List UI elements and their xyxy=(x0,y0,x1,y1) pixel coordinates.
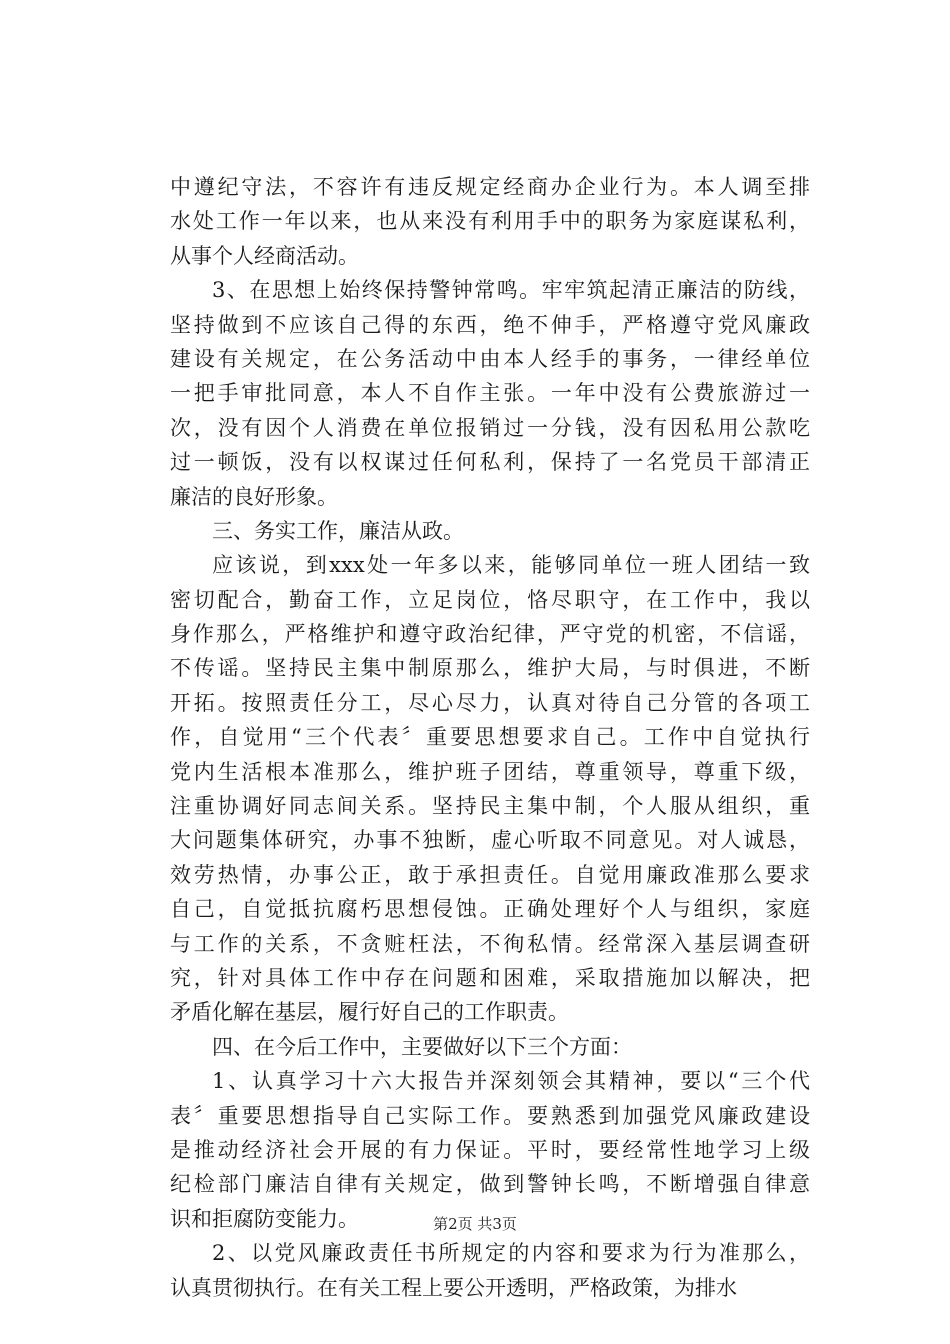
text-line: 大问题集体研究，办事不独断，虚心听取不同意见。对人诚恳， xyxy=(170,828,810,853)
text-line: 是推动经济社会开展的有力保证。平时，要经常性地学习上级 xyxy=(170,1137,810,1162)
text-line: 一把手审批同意，本人不自作主张。一年中没有公费旅游过一 xyxy=(170,381,810,406)
text-line: 作，自觉用“三个代表〞重要思想要求自己。工作中自觉执行 xyxy=(170,725,810,750)
text-line: 中遵纪守法，不容许有违反规定经商办企业行为。本人调至排 xyxy=(170,175,810,199)
paragraph xyxy=(170,548,810,1029)
text-line: 建设有关规定，在公务活动中由本人经手的事务，一律经单位 xyxy=(170,346,810,371)
text-line: 究，针对具体工作中存在问题和困难，采取措施加以解决，把 xyxy=(170,965,810,990)
text-line: 密切配合，勤奋工作，立足岗位，恪尽职守，在工作中，我以 xyxy=(170,587,810,612)
text-line: 水处工作一年以来，也从来没有利用手中的职务为家庭谋私利， xyxy=(170,209,810,234)
text-line: 三、务实工作，廉洁从政。 xyxy=(212,518,464,543)
text-line: 过一顿饭，没有以权谋过任何私利，保持了一名党员干部清正 xyxy=(170,450,810,475)
paragraph xyxy=(170,1030,810,1064)
text-line: 3、在思想上始终保持警钟常鸣。牢牢筑起清正廉洁的防线， xyxy=(212,278,810,303)
paragraph xyxy=(170,1064,810,1236)
text-line: 四、在今后工作中，主要做好以下三个方面： xyxy=(212,1034,632,1059)
text-line: 识和拒腐防变能力。 xyxy=(170,1206,359,1231)
text-line: 注重协调好同志间关系。坚持民主集中制，个人服从组织，重 xyxy=(170,794,810,819)
text-line: 廉洁的良好形象。 xyxy=(170,484,338,509)
text-line: 与工作的关系，不贪赃枉法，不徇私情。经常深入基层调查研 xyxy=(170,931,810,956)
text-line: 次，没有因个人消费在单位报销过一分钱，没有因私用公款吃 xyxy=(170,415,810,440)
text-line: 从事个人经商活动。 xyxy=(170,243,359,268)
text-line: 自己，自觉抵抗腐朽思想侵蚀。正确处理好个人与组织，家庭 xyxy=(170,897,810,922)
paragraph xyxy=(170,273,810,514)
text-line: 表〞重要思想指导自己实际工作。要熟悉到加强党风廉政建设 xyxy=(170,1103,810,1128)
text-line: 矛盾化解在基层，履行好自己的工作职责。 xyxy=(170,1000,569,1025)
text-line: 应该说，到xxx处一年多以来，能够同单位一班人团结一致 xyxy=(212,553,810,578)
paragraph xyxy=(170,1236,810,1305)
text-line: 党内生活根本准那么，维护班子团结，尊重领导，尊重下级， xyxy=(170,759,810,784)
paragraph xyxy=(170,170,810,273)
page-footer: 第2页 共3页 xyxy=(433,1215,517,1233)
text-line: 纪检部门廉洁自律有关规定，做到警钟长鸣，不断增强自律意 xyxy=(170,1172,810,1197)
text-line: 开拓。按照责任分工，尽心尽力，认真对待自己分管的各项工 xyxy=(170,690,810,715)
text-line: 1、认真学习十六大报告并深刻领会其精神，要以“三个代 xyxy=(212,1069,810,1094)
text-line: 效劳热情，办事公正，敢于承担责任。自觉用廉政准那么要求 xyxy=(170,862,810,887)
text-line: 身作那么，严格维护和遵守政治纪律，严守党的机密，不信谣， xyxy=(170,622,810,647)
text-line: 不传谣。坚持民主集中制原那么，维护大局，与时俱进，不断 xyxy=(170,656,810,681)
text-line: 认真贯彻执行。在有关工程上要公开透明，严格政策，为排水 xyxy=(170,1275,737,1300)
text-line: 坚持做到不应该自己得的东西，绝不伸手，严格遵守党风廉政 xyxy=(170,312,810,337)
paragraph xyxy=(170,514,810,548)
text-line: 2、以党风廉政责任书所规定的内容和要求为行为准那么， xyxy=(212,1241,810,1266)
document-body xyxy=(170,170,810,1305)
